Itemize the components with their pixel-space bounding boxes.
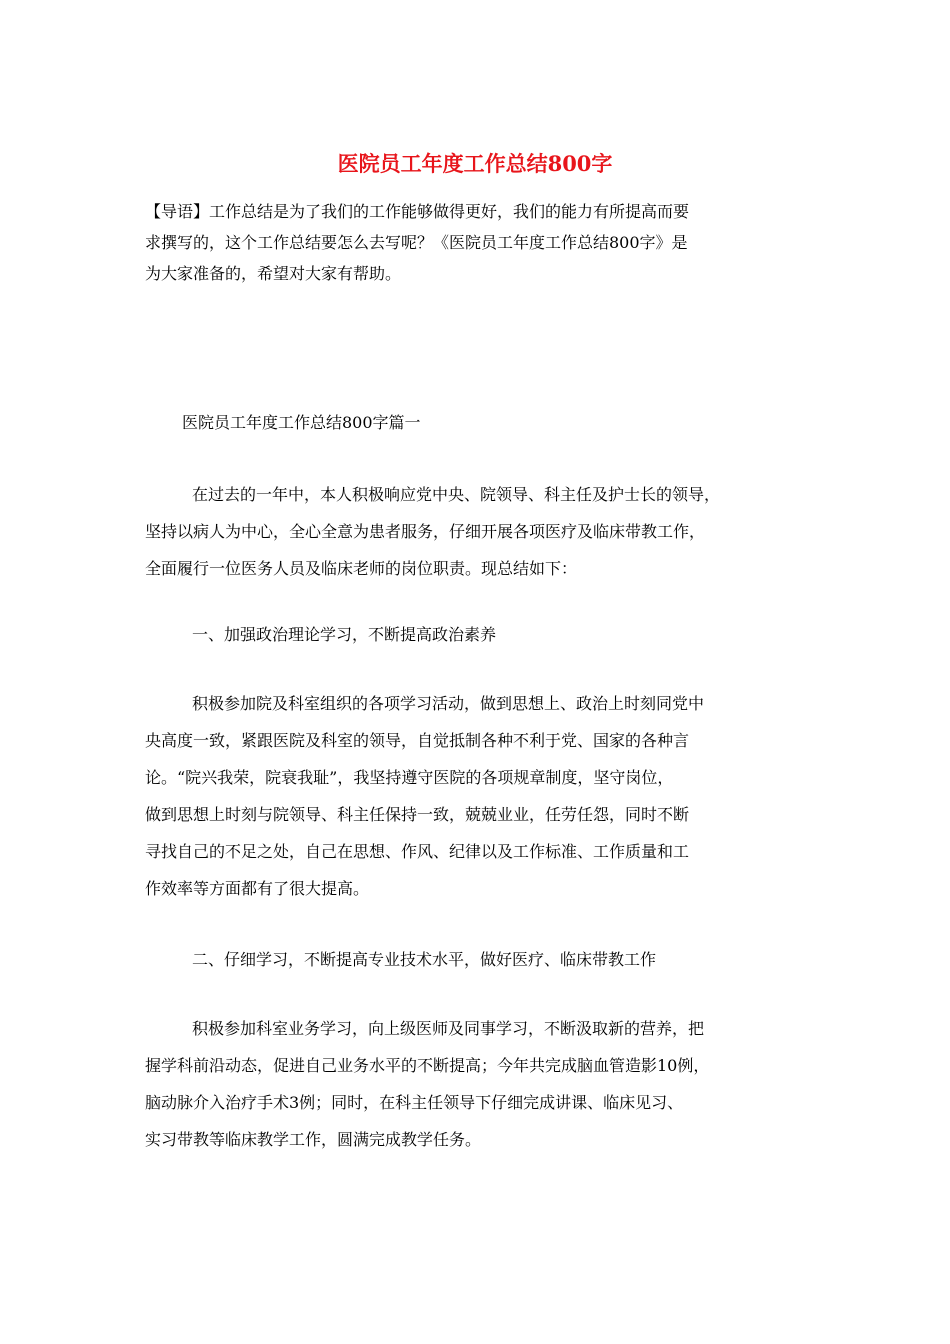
paragraph-line: 积极参加科室业务学习，向上级医师及同事学习，不断汲取新的营养，把 xyxy=(192,1019,705,1038)
paragraph-line: 做到思想上时刻与院领导、科主任保持一致，兢兢业业，任劳任怨，同时不断 xyxy=(145,805,690,824)
intro-line: 求撰写的，这个工作总结要怎么去写呢？《医院员工年度工作总结800字》是 xyxy=(145,233,688,252)
paragraph-line: 实习带教等临床教学工作，圆满完成教学任务。 xyxy=(145,1130,482,1149)
heading-2: 二、仔细学习，不断提高专业技术水平，做好医疗、临床带教工作 xyxy=(192,950,657,969)
paragraph-1 xyxy=(145,476,815,587)
paragraph-line: 脑动脉介入治疗手术3例；同时，在科主任领导下仔细完成讲课、临床见习、 xyxy=(145,1093,684,1112)
intro-paragraph xyxy=(145,196,810,289)
document-title: 医院员工年度工作总结800字 xyxy=(337,151,613,176)
paragraph-3 xyxy=(145,1010,815,1158)
paragraph-line: 作效率等方面都有了很大提高。 xyxy=(145,879,370,898)
paragraph-line: 坚持以病人为中心，全心全意为患者服务，仔细开展各项医疗及临床带教工作， xyxy=(145,522,706,541)
paragraph-2 xyxy=(145,685,815,907)
paragraph-line: 握学科前沿动态，促进自己业务水平的不断提高；今年共完成脑血管造影10例， xyxy=(145,1056,710,1075)
intro-line: 【导语】工作总结是为了我们的工作能够做得更好，我们的能力有所提高而要 xyxy=(145,202,690,221)
paragraph-line: 央高度一致，紧跟医院及科室的领导，自觉抵制各种不利于党、国家的各种言 xyxy=(145,731,690,750)
intro-line: 为大家准备的，希望对大家有帮助。 xyxy=(145,264,402,283)
paragraph-line: 在过去的一年中，本人积极响应党中央、院领导、科主任及护士长的领导， xyxy=(192,485,721,504)
paragraph-line: 寻找自己的不足之处，自己在思想、作风、纪律以及工作标准、工作质量和工 xyxy=(145,842,690,861)
paragraph-line: 全面履行一位医务人员及临床老师的岗位职责。现总结如下： xyxy=(145,559,578,578)
paragraph-line: 积极参加院及科室组织的各项学习活动，做到思想上、政治上时刻同党中 xyxy=(192,694,705,713)
heading-1: 一、加强政治理论学习，不断提高政治素养 xyxy=(192,625,497,644)
section-subtitle: 医院员工年度工作总结800字篇一 xyxy=(182,413,421,432)
paragraph-line: 论。“院兴我荣，院衰我耻”，我坚持遵守医院的各项规章制度，坚守岗位， xyxy=(145,768,674,787)
